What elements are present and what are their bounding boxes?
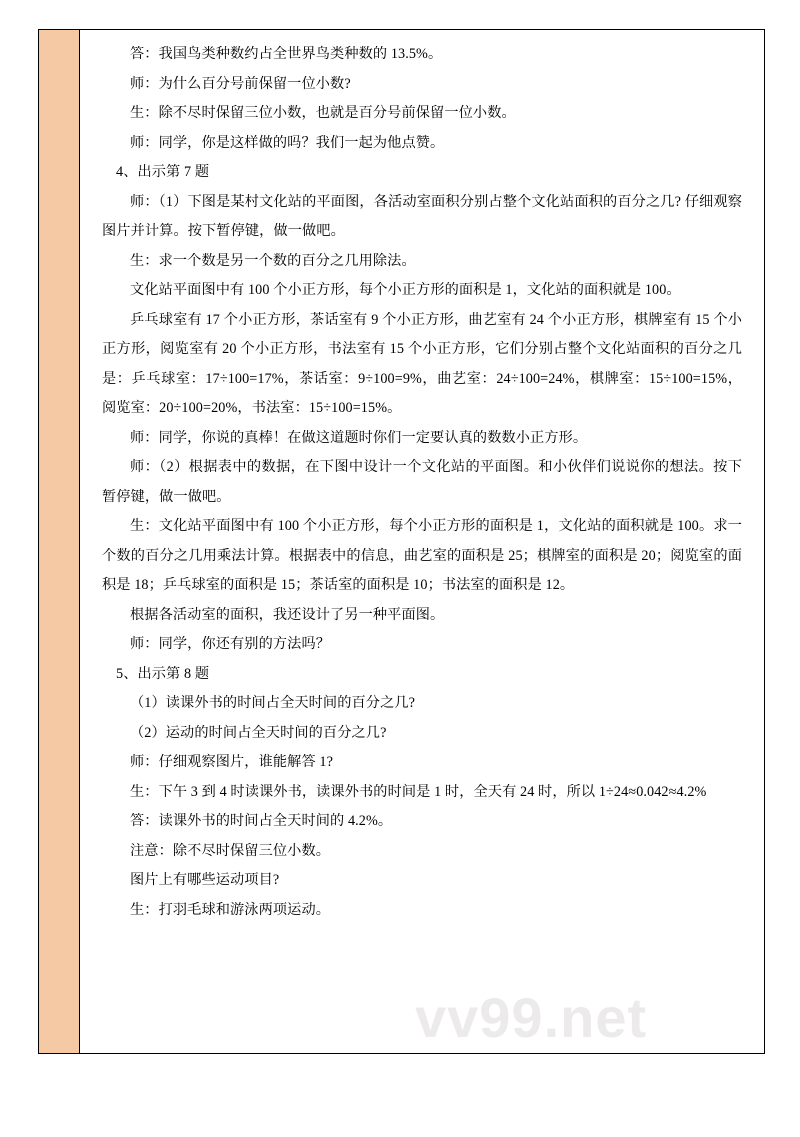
paragraph: （2）运动的时间占全天时间的百分之几?	[130, 724, 387, 741]
paragraph-list	[102, 40, 742, 925]
lesson-plan-table	[38, 29, 765, 1054]
paragraph: 根据各活动室的面积，我还设计了另一种平面图。	[130, 606, 445, 623]
table-left-column	[39, 30, 80, 1053]
paragraph: 师：同学，你还有别的方法吗？	[130, 636, 331, 652]
paragraph: 生：文化站平面图中有 100 个小正方形，每个小正方形的面积是 1，文化站的面积就是 100。求一个数的百分之几用乘法计算。根据表中的信息，曲艺室的面积是 25；棋牌室的面积是 20；阅览室的面积是 18；乒乓球室的面积是 15；茶话室的面积是 10；书法室的面积是 12。	[102, 518, 742, 593]
paragraph: 生：除不尽时保留三位小数，也就是百分号前保留一位小数。	[130, 105, 516, 121]
paragraph: 师：同学，你是这样做的吗？我们一起为他点赞。	[130, 134, 445, 151]
paragraph: 文化站平面图中有 100 个小正方形，每个小正方形的面积是 1，文化站的面积就是 100。	[130, 282, 681, 298]
watermark-text: vv99.net	[415, 986, 648, 1049]
paragraph: 答：我国鸟类种数约占全世界鸟类种数的 13.5%。	[130, 46, 443, 62]
paragraph: 师：（2）根据表中的数据，在下图中设计一个文化站的平面图。和小伙伴们说说你的想法。按下暂停键，做一做吧。	[102, 459, 742, 505]
paragraph: 生：下午 3 到 4 时读课外书，读课外书的时间是 1 时，全天有 24 时，所以 1÷24≈0.042≈4.2%	[130, 783, 707, 800]
paragraph: 答：读课外书的时间占全天时间的 4.2%。	[130, 813, 393, 829]
paragraph: 5、出示第 8 题	[116, 665, 210, 682]
paragraph: 图片上有哪些运动项目?	[130, 872, 280, 888]
paragraph: 师：为什么百分号前保留一位小数?	[130, 75, 351, 92]
paragraph: 注意：除不尽时保留三位小数。	[130, 842, 331, 859]
paragraph: 生：打羽毛球和游泳两项运动。	[130, 901, 331, 918]
paragraph: （1）读课外书的时间占全天时间的百分之几?	[130, 695, 416, 711]
paragraph: 师：同学，你说的真棒！在做这道题时你们一定要认真的数数小正方形。	[130, 429, 588, 446]
paragraph: 乒乓球室有 17 个小正方形，茶话室有 9 个小正方形，曲艺室有 24 个小正方形，棋牌室有 15 个小正方形，阅览室有 20 个小正方形，书法室有 15 个小正方形，它们分别占整个文化站面积的百分之几是：乒乓球室：17÷100=17%，茶话室：9÷100=9%，曲艺室：24÷100=24%，棋牌室：15÷100=15%，阅览室：20÷100=20%，书法室：15÷100=15%。	[102, 311, 742, 416]
table-content-column	[80, 30, 764, 1053]
paragraph: 4、出示第 7 题	[116, 164, 210, 180]
paragraph: 师：仔细观察图片，谁能解答 1?	[130, 754, 333, 770]
paragraph: 生：求一个数是另一个数的百分之几用除法。	[130, 252, 416, 269]
paragraph: 师：（1）下图是某村文化站的平面图，各活动室面积分别占整个文化站面积的百分之几? 仔细观察图片并计算。按下暂停键，做一做吧。	[102, 193, 742, 239]
